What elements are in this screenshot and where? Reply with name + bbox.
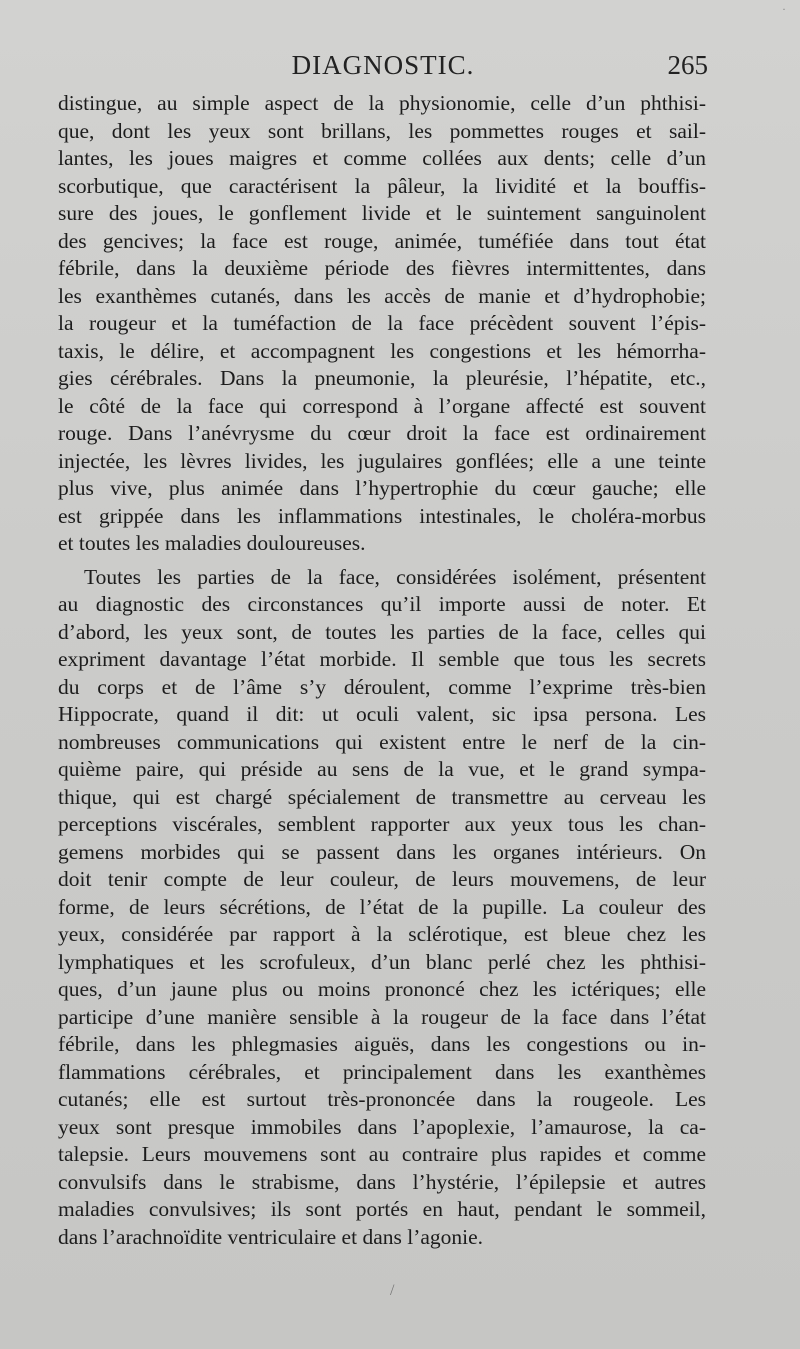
text-line: gies cérébrales. Dans la pneumonie, la pleurésie, l’hépatite, etc., [58,366,706,390]
text-line: le côté de la face qui correspond à l’organe affecté est souvent [58,393,706,418]
text-line: injectée, les lèvres livides, les jugulaires gonflées; elle a une teinte [58,448,706,473]
running-title: DIAGNOSTIC. [291,50,475,80]
text-line: gemens morbides qui se passent dans les organes intérieurs. On [58,839,706,864]
text-line: Toutes les parties de la face, considérées isolément, présentent [84,564,706,589]
text-line: fébrile, dans la deuxième période des fièvres intermittentes, dans [58,256,706,280]
text-line: participe d’une manière sensible à la rougeur de la face dans l’état [58,1004,706,1029]
text-line: taxis, le délire, et accompagnent les congestions et les hémorrha- [58,338,706,363]
text-line: yeux, considérée par rapport à la sclérotique, est bleue chez les [58,922,706,946]
text-line: expriment davantage l’état morbide. Il semble que tous les secrets [58,647,706,671]
text-line: scorbutique, que caractérisent la pâleur, la lividité et la bouffis- [58,173,706,198]
text-line: d’abord, les yeux sont, de toutes les parties de la face, celles qui [58,619,706,644]
text-line: rouge. Dans l’anévrysme du cœur droit la face est ordinairement [58,421,706,445]
corner-mark: · [782,2,786,16]
text-line: les exanthèmes cutanés, dans les accès de manie et d’hydrophobie; [58,283,706,308]
text-line: doit tenir compte de leur couleur, de leurs mouvemens, de leur [58,867,706,891]
text-line: des gencives; la face est rouge, animée, tuméfiée dans tout état [58,228,706,253]
ink-mark: / [390,1282,395,1299]
body-text [58,90,706,1251]
text-line: et toutes les maladies douloureuses. [58,531,366,555]
text-line: au diagnostic des circonstances qu’il importe aussi de noter. Et [58,592,706,616]
text-line: convulsifs dans le strabisme, dans l’hystérie, l’épilepsie et autres [58,1169,706,1194]
text-line: ques, d’un jaune plus ou moins prononcé chez les ictériques; elle [58,977,706,1001]
text-line: distingue, au simple aspect de la physionomie, celle d’un phthisi- [58,91,706,115]
text-line: dans l’arachnoïdite ventriculaire et dans l’agonie. [58,1224,484,1249]
text-line: du corps et de l’âme s’y déroulent, comme l’exprime très-bien [58,674,706,699]
text-line: forme, de leurs sécrétions, de l’état de la pupille. La couleur des [58,894,706,919]
text-line: maladies convulsives; ils sont portés en haut, pendant le sommeil, [58,1197,706,1221]
text-line: talepsie. Leurs mouvemens sont au contraire plus rapides et comme [58,1142,706,1166]
text-line: quième paire, qui préside au sens de la vue, et le grand sympa- [58,757,706,781]
text-line: thique, qui est chargé spécialement de transmettre au cerveau les [58,784,706,809]
text-line: Hippocrate, quand il dit: ut oculi valent, sic ipsa persona. Les [58,702,706,726]
text-line: plus vive, plus animée dans l’hypertrophie du cœur gauche; elle [58,476,706,500]
text-line: lantes, les joues maigres et comme collées aux dents; celle d’un [58,146,706,170]
text-line: lymphatiques et les scrofuleux, d’un blanc perlé chez les phthisi- [58,949,706,974]
page-number: 265 [667,50,708,80]
text-line: yeux sont presque immobiles dans l’apoplexie, l’amaurose, la ca- [58,1114,706,1139]
paragraph [58,564,706,1252]
text-line: est grippée dans les inflammations intestinales, le choléra-morbus [58,503,706,528]
text-line: sure des joues, le gonflement livide et le suintement sanguinolent [58,201,706,225]
running-header [58,50,708,86]
text-line: que, dont les yeux sont brillans, les pommettes rouges et sail- [58,118,706,143]
paragraph [58,90,706,558]
text-line: fébrile, dans les phlegmasies aiguës, dans les congestions ou in- [58,1032,706,1056]
text-line: nombreuses communications qui existent entre le nerf de la cin- [58,729,706,754]
text-line: la rougeur et la tuméfaction de la face précèdent souvent l’épis- [58,311,706,335]
text-line: perceptions viscérales, semblent rapporter aux yeux tous les chan- [58,812,706,836]
text-line: flammations cérébrales, et principalement dans les exanthèmes [58,1059,706,1084]
text-line: cutanés; elle est surtout très-prononcée dans la rougeole. Les [58,1087,706,1111]
